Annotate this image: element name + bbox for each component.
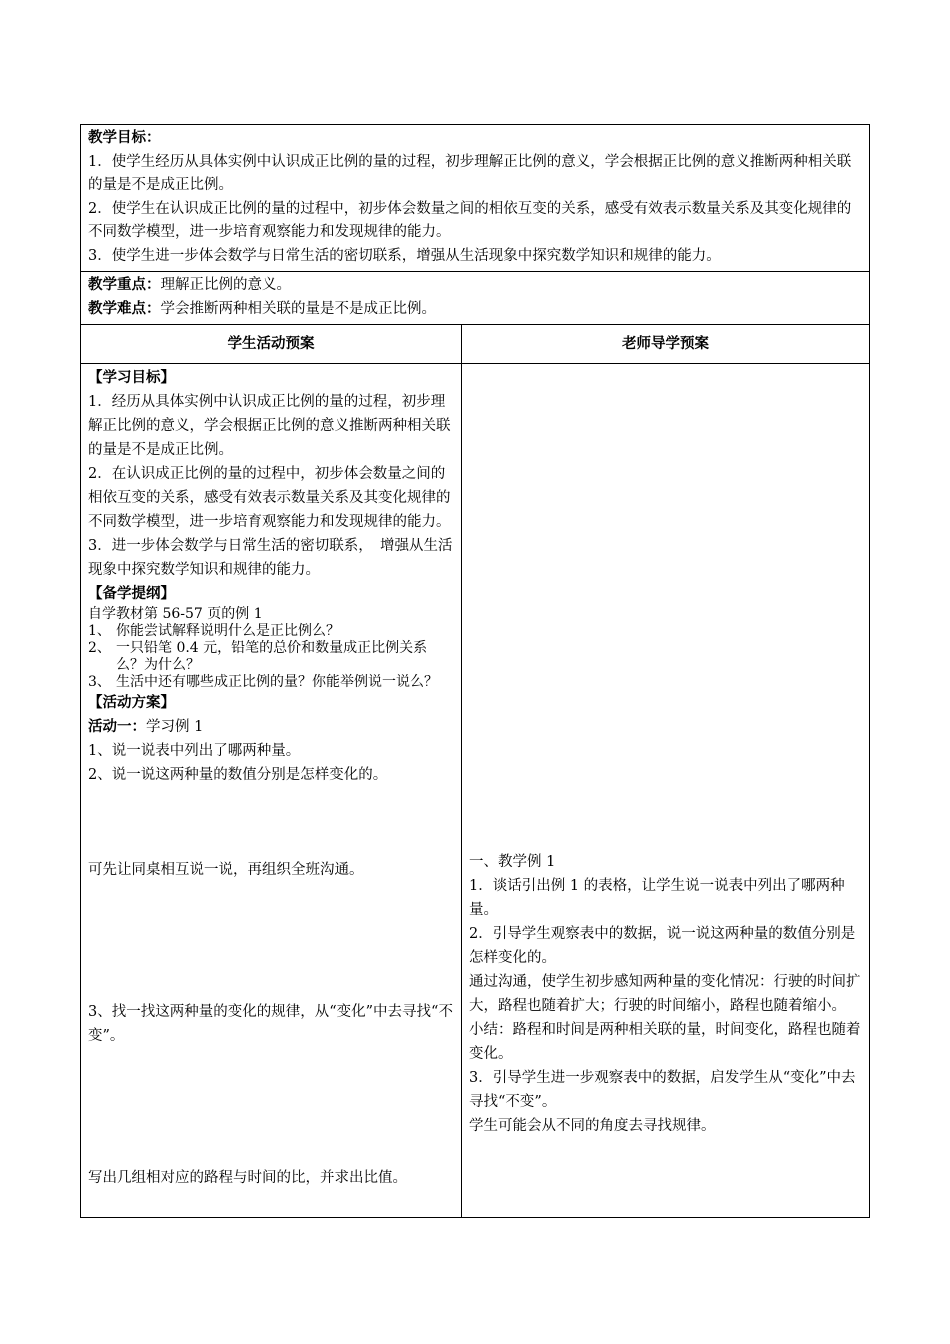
outline-list (88, 623, 454, 691)
outline-item-text: 你能尝试解释说明什么是正比例么？ (116, 623, 340, 639)
study-goals-p1: 1．经历从具体实例中认识成正比例的量的过程，初步理解正比例的意义，学会根据正比例的意义推断两种相关联的量是不是成正比例。 (88, 394, 451, 458)
objectives-section (81, 125, 869, 272)
guide-paragraph-6: 学生可能会从不同的角度去寻找规律。 (469, 1118, 716, 1134)
teacher-guide-cell (462, 364, 869, 1217)
guide-paragraph-2: 2．引导学生观察表中的数据，说一说这两种量的数值分别是怎样变化的。 (469, 926, 856, 966)
column-headers (81, 325, 869, 364)
activity-step-1: 1、说一说表中列出了哪两种量。 (88, 743, 301, 759)
discuss-note: 可先让同桌相互说一说，再组织全班沟通。 (88, 862, 364, 878)
activity-plan-title: 【活动方案】 (88, 695, 175, 711)
outline-item (88, 623, 454, 640)
outline-item-text: 一只铅笔 0.4 元，铅笔的总价和数量成正比例关系么？为什么？ (116, 640, 428, 673)
focus-text: 理解正比例的意义。 (160, 277, 291, 293)
outline-intro: 自学教材第 56-57 页的例 1 (88, 606, 263, 622)
study-goals-title: 【学习目标】 (88, 370, 175, 386)
teaching-difficulty (88, 298, 862, 322)
outline-item-num: 1、 (88, 623, 111, 639)
activity-one-text: 学习例 1 (146, 719, 204, 735)
lesson-plan-table (80, 124, 870, 1218)
guide-paragraph-5: 3．引导学生进一步观察表中的数据，启发学生从“变化”中去寻找“不变”。 (469, 1070, 856, 1110)
outline-item (88, 674, 454, 691)
teacher-guide-content (469, 850, 862, 1138)
outline-item-text: 生活中还有哪些成正比例的量？你能举例说一说么？ (116, 674, 438, 690)
activity-one-label: 活动一： (88, 719, 146, 735)
outline-item-num: 2、 (88, 640, 111, 656)
guide-paragraph-1: 1．谈话引出例 1 的表格，让学生说一说表中列出了哪两种量。 (469, 878, 845, 918)
study-goals-p2: 2．在认识成正比例的量的过程中，初步体会数量之间的相依互变的关系，感受有效表示数量关系及其变化规律的不同数学模型，进一步培育观察能力和发现规律的能力。 3．进一步体会数学与日常生活的密切联系， 增强从生活现象中探究数学知识和规律的能力。 (88, 466, 545, 578)
activity-step-2: 2、说一说这两种量的数值分别是怎样变化的。 (88, 767, 388, 783)
guide-paragraph-3: 通过沟通，使学生初步感知两种量的变化情况：行驶的时间扩大，路程也随着扩大；行驶的时间缩小，路程也随着缩小。 (469, 974, 861, 1014)
objectives-title: 教学目标： (88, 130, 161, 146)
teaching-focus (88, 274, 862, 298)
activity-step-3: 3、找一找这两种量的变化的规律，从“变化”中去寻找“不变”。 (88, 1004, 453, 1044)
guide-heading: 一、教学例 1 (469, 854, 556, 870)
outline-item (88, 640, 454, 674)
objective-item-2: 2．使学生在认识成正比例的量的过程中，初步体会数量之间的相依互变的关系，感受有效表示数量关系及其变化规律的不同数学模型，进一步培育观察能力和发现规律的能力。 (88, 200, 852, 240)
objective-item-3: 3．使学生进一步体会数学与日常生活的密切联系，增强从生活现象中探究数学知识和规律的能力。 (88, 247, 721, 264)
outline-title: 【备学提纲】 (88, 586, 175, 602)
key-points-section (81, 272, 869, 325)
content-row (81, 364, 869, 1217)
outline-item-num: 3、 (88, 674, 111, 690)
difficulty-label: 教学难点： (88, 300, 161, 317)
ratio-task: 写出几组相对应的路程与时间的比，并求出比值。 (88, 1170, 407, 1186)
focus-label: 教学重点： (88, 277, 161, 293)
activity-one (88, 715, 454, 739)
guide-paragraph-4: 小结：路程和时间是两种相关联的量，时间变化，路程也随着变化。 (469, 1022, 861, 1062)
teacher-guide-header: 老师导学预案 (622, 336, 709, 352)
difficulty-text: 学会推断两种相关联的量是不是成正比例。 (160, 300, 436, 317)
student-activity-header: 学生活动预案 (81, 325, 462, 363)
objective-item-1: 1．使学生经历从具体实例中认识成正比例的量的过程，初步理解正比例的意义，学会根据正比例的意义推断两种相关联的量是不是成正比例。 (88, 153, 852, 193)
